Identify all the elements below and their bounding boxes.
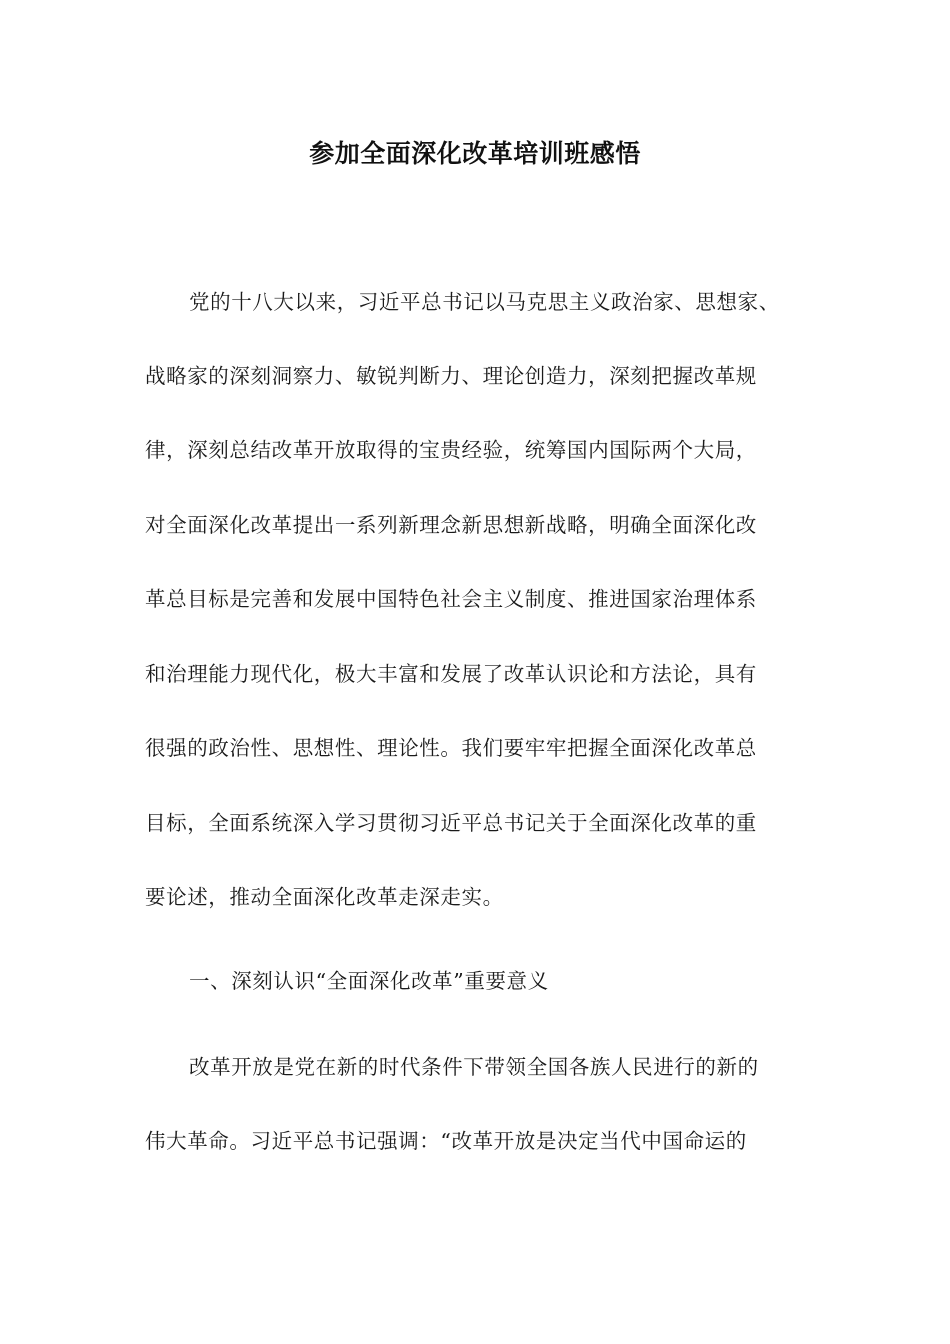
paragraph-line: 目标，全面系统深入学习贯彻习近平总书记关于全面深化改革的重 xyxy=(145,811,757,835)
paragraph-line: 战略家的深刻洞察力、敏锐判断力、理论创造力，深刻把握改革规 xyxy=(145,364,757,388)
paragraph-line: 改革开放是党在新的时代条件下带领全国各族人民进行的新的 xyxy=(189,1055,759,1079)
paragraph-line: 伟大革命。习近平总书记强调：“改革开放是决定当代中国命运的 xyxy=(145,1129,747,1153)
document-title: 参加全面深化改革培训班感悟 xyxy=(309,139,641,168)
paragraph-line: 律，深刻总结改革开放取得的宝贵经验，统筹国内国际两个大局， xyxy=(145,438,757,462)
paragraph-line: 要论述，推动全面深化改革走深走实。 xyxy=(145,885,504,909)
paragraph-line: 和治理能力现代化，极大丰富和发展了改革认识论和方法论，具有 xyxy=(145,662,757,686)
paragraph-line: 党的十八大以来，习近平总书记以马克思主义政治家、思想家、 xyxy=(189,290,780,314)
section-heading: 一、深刻认识“全面深化改革”重要意义 xyxy=(189,969,549,993)
paragraph-line: 很强的政治性、思想性、理论性。我们要牢牢把握全面深化改革总 xyxy=(145,736,757,760)
paragraph-line: 对全面深化改革提出一系列新理念新思想新战略，明确全面深化改 xyxy=(145,513,757,537)
paragraph-line: 革总目标是完善和发展中国特色社会主义制度、推进国家治理体系 xyxy=(145,587,757,611)
